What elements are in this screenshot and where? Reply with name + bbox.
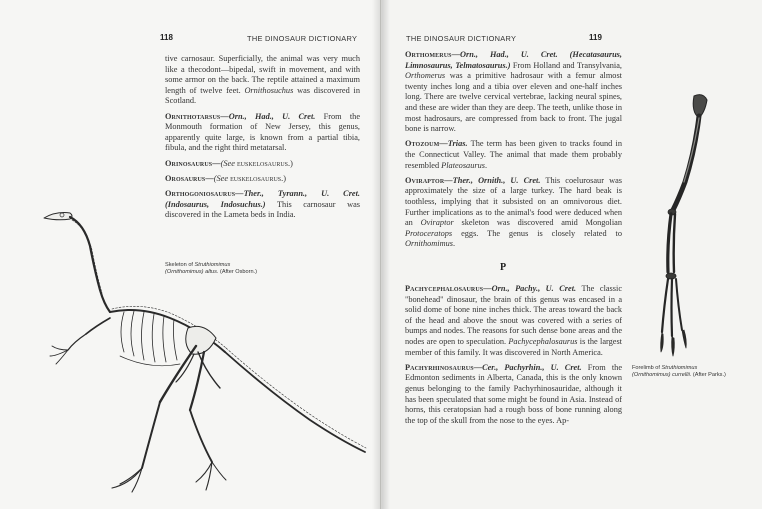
entry-orinosaurus: Orinosaurus—(See euskelosaurus.) (165, 158, 293, 168)
right-page (381, 0, 762, 509)
entry-oviraptor: Oviraptor—Ther., Ornith., U. Cret. This coelurosaur was approximately the size of a large turkey. The hard beak is toothless, implying that it subsisted on an omnivorous diet. Further implications as to the animal's food were deduced when an Oviraptor skeleton was discovered amid Mongolian Protoceratops eggs. The genus is closely related to Ornithomimus. (405, 175, 622, 249)
entry-pachyrhinosaurus: Pachyrhinosaurus—Cer., Pachyrhin., U. Cret. From the Edmonton sediments in Alberta, Canada, this is the only known genus belonging to the family Pachyrhinosauridae, although it has been speculated that some might be found in Asia. Instead of horns, this ceratopsian had a rough boss of bone running along the top of the skull from the nose to the eyes. Ap- (405, 362, 623, 425)
entry-pachycephalosaurus: Pachycephalosaurus—Orn., Pachy., U. Cret. The classic "bonehead" dinosaur, the brain of this genus was encased in a solid dome of bone nine inches thick. The areas toward the back of the head and above the snout was covered with a series of bumps and nodes. The reasons for such dense bone areas and the nodes are open to speculation. Pachycephalosaurus is the largest member of this family. It was discovered in North America. (405, 284, 623, 357)
headword: Oviraptor— (405, 175, 453, 185)
headword: Ornithotarsus— (165, 111, 229, 121)
caption-skeleton: Skeleton of Struthiomimus (Ornithomimus) altus. (After Osborn.) (165, 262, 258, 276)
running-head-left: THE DINOSAUR DICTIONARY (247, 34, 358, 43)
section-letter: P (500, 262, 507, 273)
headword: Otozoum— (405, 139, 448, 149)
headword: Orinosaurus— (165, 158, 221, 168)
entry-ornithotarsus: Ornithotarsus—Orn., Had., U. Cret. From the Monmouth formation of New Jersey, this genus, apparently quite large, is known from a partial tibia, fibula, and the right third metatarsal. (165, 111, 360, 153)
entry-orthomerus: Orthomerus—Orn., Had., U. Cret. (Hecatasaurus, Limnosaurus, Telmatosaurus.) From Holland and Transylvania, Orthomerus was a primitive hadrosaur with a femur almost twenty inches long and a tibia over eleven and one-half inches long. There are twelve cervical vertebrae, lacking neural spines, and these are wider than they are deep. The teeth, unlike those in most hadrosaurs, are compressed from back to front. The jugal bone is narrow. (405, 50, 622, 134)
caption-forelimb: Forelimb of Struthiomimus (Ornithomimus) currellii. (After Parks.) (632, 365, 726, 379)
page-number-left: 118 (160, 33, 173, 42)
paragraph-carnosaur-continued: tive carnosaur. Superficially, the animal was very much like a thecodont—bipedal, swift in movement, and with some armor on the back. The reptile attained a maximum length of twelve feet. Ornithosuchus was discovered in Scotland. (165, 54, 360, 106)
struthiomimus-skeleton-illustration (0, 0, 380, 509)
headword: Orthogoniosaurus— (165, 188, 244, 198)
headword: Orthomerus— (405, 50, 460, 59)
running-head-right: THE DINOSAUR DICTIONARY (406, 34, 517, 43)
forelimb-illustration (381, 0, 762, 509)
entry-orthogoniosaurus: Orthogoniosaurus—Ther., Tyrann., U. Cret. (Indosaurus, Indosuchus.) This carnosaur was discovered in the Lameta beds in India. (165, 188, 360, 220)
headword: Orosaurus— (165, 173, 214, 183)
entry-orosaurus: Orosaurus—(See euskelosaurus.) (165, 173, 286, 183)
headword: Pachycephalosaurus— (405, 284, 492, 293)
page-number-right: 119 (589, 33, 602, 42)
entry-otozoum: Otozoum—Trias. The term has been given to tracks found in the Connecticut Valley. The animal that made them probably resembled Plateosaurus. (405, 139, 622, 170)
headword: Pachyrhinosaurus— (405, 362, 483, 372)
